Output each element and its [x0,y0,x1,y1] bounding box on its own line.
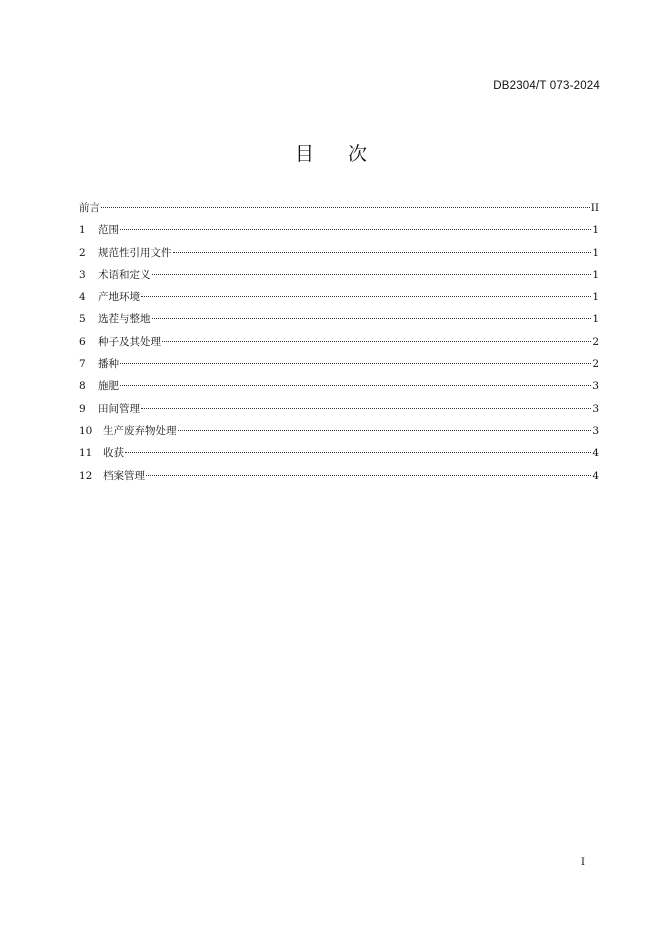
title-char-1: 目 [294,143,314,165]
toc-entry-2[interactable] [79,245,599,267]
toc-entry-label: 收获 [103,447,124,460]
toc-entry-5[interactable] [79,311,599,333]
toc-entry-page: 1 [592,268,599,281]
dot-leader [162,341,591,342]
toc-entry-number: 9 [79,402,86,415]
toc-entry-label: 田间管理 [98,402,140,415]
toc-entry-page: 1 [592,246,599,259]
toc-entry-label: 范围 [98,224,119,237]
page-title [0,139,662,166]
toc-entry-label: 术语和定义 [98,268,151,281]
dot-leader [101,207,590,208]
toc-entry-10[interactable] [79,423,599,445]
toc-entry-1[interactable] [79,222,599,244]
toc-entry-11[interactable] [79,445,599,467]
table-of-contents [79,200,599,490]
toc-entry-page: 3 [592,424,599,437]
dot-leader [125,452,591,453]
toc-entry-number: 5 [79,313,86,326]
dot-leader [141,296,591,297]
toc-entry-number: 2 [79,246,86,259]
toc-entry-page: 1 [592,224,599,237]
toc-entry-page: 3 [592,380,599,393]
title-char-2: 次 [348,143,368,165]
dot-leader [173,252,592,253]
dot-leader [120,363,591,364]
dot-leader [120,229,591,230]
toc-entry-label: 规范性引用文件 [98,246,172,259]
toc-entry-9[interactable] [79,401,599,423]
toc-entry-page: 1 [592,313,599,326]
toc-entry-number: 1 [79,224,86,237]
toc-entry-page: 3 [592,402,599,415]
toc-entry-page: 2 [592,335,599,348]
toc-entry-page: 1 [592,291,599,304]
document-code: DB2304/T 073-2024 [493,80,600,92]
dot-leader [178,430,592,431]
toc-entry-page: 4 [592,469,599,482]
toc-entry-7[interactable] [79,356,599,378]
toc-entry-label: 种子及其处理 [98,335,161,348]
toc-entry-12[interactable] [79,468,599,490]
toc-entry-page: II [590,202,599,214]
toc-entry-number: 6 [79,335,86,348]
dot-leader [152,318,592,319]
toc-entry-number: 11 [79,447,93,460]
toc-entry-number: 8 [79,380,86,393]
toc-entry-label: 产地环境 [98,291,140,304]
dot-leader [146,475,591,476]
toc-entry-page: 4 [592,447,599,460]
toc-entry-8[interactable] [79,378,599,400]
dot-leader [141,408,591,409]
dot-leader [152,274,592,275]
toc-entry-number: 12 [79,469,93,482]
toc-entry-label: 档案管理 [103,469,145,482]
toc-entry-foreword[interactable] [79,200,599,222]
toc-entry-number: 4 [79,291,86,304]
page-number: I [581,857,585,868]
toc-entry-number: 3 [79,268,86,281]
toc-entry-number: 10 [79,424,93,437]
toc-entry-label: 前言 [79,202,100,214]
toc-entry-label: 施肥 [98,380,119,393]
toc-entry-label: 播种 [98,358,119,371]
toc-entry-6[interactable] [79,334,599,356]
toc-entry-page: 2 [592,358,599,371]
toc-entry-3[interactable] [79,267,599,289]
dot-leader [120,385,591,386]
toc-entry-label: 选茬与整地 [98,313,151,326]
toc-entry-label: 生产废弃物处理 [103,424,177,437]
toc-entry-number: 7 [79,358,86,371]
toc-entry-4[interactable] [79,289,599,311]
